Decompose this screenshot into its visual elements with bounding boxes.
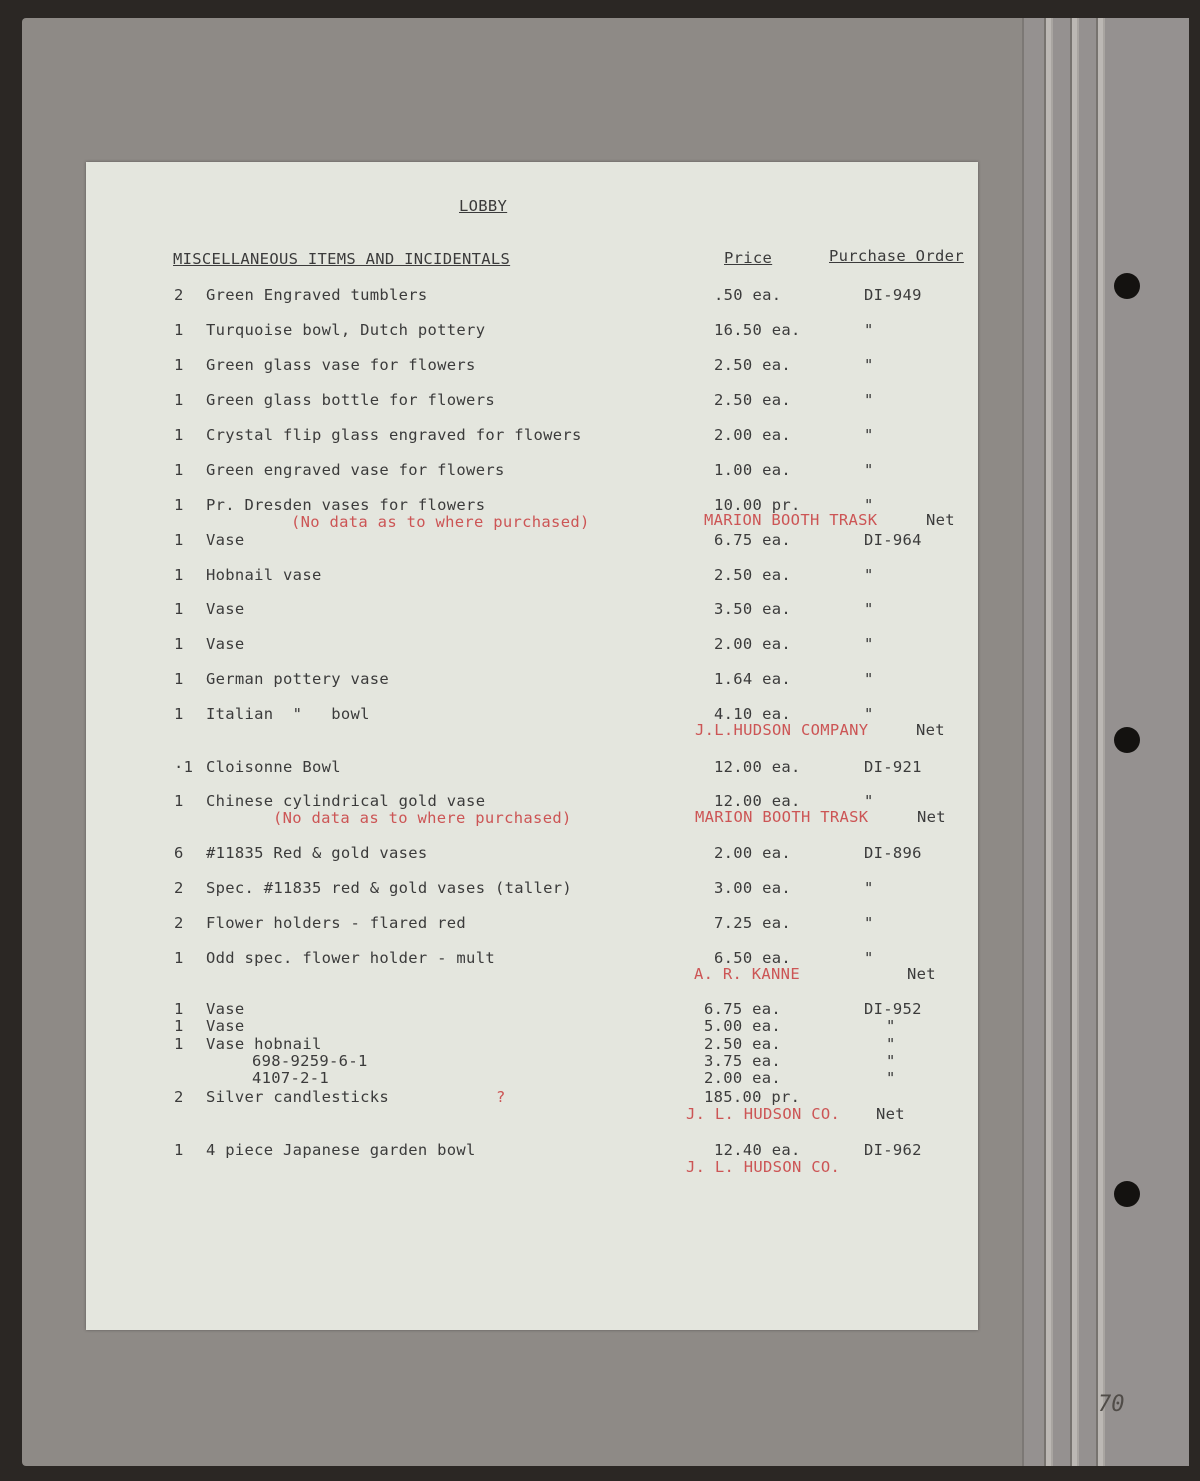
item-description: Turquoise bowl, Dutch pottery	[206, 321, 486, 339]
item-price: 12.00 ea.	[714, 792, 801, 810]
item-description: Cloisonne Bowl	[206, 758, 341, 776]
item-description: 698-9259-6-1	[252, 1052, 368, 1070]
item-price: 12.00 ea.	[714, 758, 801, 776]
item-price: 6.50 ea.	[714, 949, 792, 967]
item-price: 16.50 ea.	[714, 321, 801, 339]
item-quantity: 1	[174, 496, 184, 514]
vendor-label: J.L.HUDSON COMPANY	[695, 721, 869, 739]
item-purchase-order: "	[864, 426, 874, 444]
item-price: 3.00 ea.	[714, 879, 792, 897]
price-column-header: Price	[724, 249, 773, 267]
binding-groove	[1096, 18, 1105, 1466]
binder-hole	[1114, 1181, 1140, 1207]
item-description: Vase	[206, 600, 245, 618]
item-purchase-order: "	[864, 670, 874, 688]
item-price: 6.75 ea.	[714, 531, 792, 549]
item-description: 4107-2-1	[252, 1069, 330, 1087]
item-quantity: 6	[174, 844, 184, 862]
item-description: Green engraved vase for flowers	[206, 461, 505, 479]
item-price: 2.00 ea.	[714, 635, 792, 653]
item-purchase-order: "	[864, 705, 874, 723]
item-purchase-order: "	[886, 1035, 896, 1053]
net-label: Net	[917, 808, 946, 826]
item-quantity: 2	[174, 914, 184, 932]
item-purchase-order: "	[886, 1052, 896, 1070]
item-description: Italian " bowl	[206, 705, 370, 723]
item-price: 1.64 ea.	[714, 670, 792, 688]
item-price: 2.50 ea.	[704, 1035, 782, 1053]
item-purchase-order: "	[864, 391, 874, 409]
item-description: Silver candlesticks	[206, 1088, 390, 1106]
item-description: German pottery vase	[206, 670, 390, 688]
item-quantity: 1	[174, 1035, 184, 1053]
item-description: Crystal flip glass engraved for flowers	[206, 426, 582, 444]
item-description: Vase	[206, 1000, 245, 1018]
item-purchase-order: "	[864, 600, 874, 618]
net-label: Net	[907, 965, 936, 983]
item-price: 3.50 ea.	[714, 600, 792, 618]
item-price: 4.10 ea.	[714, 705, 792, 723]
item-purchase-order: "	[864, 461, 874, 479]
item-quantity: 1	[174, 531, 184, 549]
item-purchase-order: "	[886, 1017, 896, 1035]
item-description: Green glass bottle for flowers	[206, 391, 495, 409]
item-description: Vase	[206, 1017, 245, 1035]
section-heading: MISCELLANEOUS ITEMS AND INCIDENTALS	[173, 250, 511, 268]
item-price: 185.00 pr.	[704, 1088, 801, 1106]
item-quantity: ·1	[174, 758, 194, 776]
vendor-label: J. L. HUDSON CO.	[686, 1158, 841, 1176]
net-label: Net	[916, 721, 945, 739]
purchase-order-column-header: Purchase Order	[829, 247, 964, 265]
item-quantity: 1	[174, 1000, 184, 1018]
binding-groove	[1070, 18, 1079, 1466]
item-description: Vase	[206, 531, 245, 549]
item-description: Green Engraved tumblers	[206, 286, 428, 304]
page-number: 70	[1098, 1392, 1125, 1417]
item-purchase-order: "	[864, 879, 874, 897]
item-price: 12.40 ea.	[714, 1141, 801, 1159]
item-quantity: 1	[174, 321, 184, 339]
item-purchase-order: "	[886, 1069, 896, 1087]
item-purchase-order: DI-896	[864, 844, 922, 862]
item-quantity: 1	[174, 635, 184, 653]
item-purchase-order: DI-921	[864, 758, 922, 776]
item-description: Spec. #11835 red & gold vases (taller)	[206, 879, 573, 897]
item-price: 1.00 ea.	[714, 461, 792, 479]
item-quantity: 1	[174, 426, 184, 444]
item-quantity: 1	[174, 356, 184, 374]
question-mark: ?	[496, 1088, 506, 1106]
item-quantity: 1	[174, 949, 184, 967]
vendor-label: A. R. KANNE	[694, 965, 800, 983]
item-price: 7.25 ea.	[714, 914, 792, 932]
item-price: 10.00 pr.	[714, 496, 801, 514]
vendor-label: MARION BOOTH TRASK	[704, 511, 878, 529]
item-quantity: 1	[174, 1141, 184, 1159]
item-quantity: 1	[174, 670, 184, 688]
vendor-label: J. L. HUDSON CO.	[686, 1105, 841, 1123]
item-quantity: 1	[174, 1017, 184, 1035]
item-price: 2.50 ea.	[714, 391, 792, 409]
item-purchase-order: "	[864, 496, 874, 514]
no-data-note: (No data as to where purchased)	[291, 513, 590, 531]
item-price: 2.00 ea.	[714, 426, 792, 444]
item-description: Flower holders - flared red	[206, 914, 467, 932]
item-purchase-order: DI-962	[864, 1141, 922, 1159]
item-price: 2.50 ea.	[714, 356, 792, 374]
item-price: .50 ea.	[714, 286, 782, 304]
item-purchase-order: "	[864, 321, 874, 339]
item-price: 6.75 ea.	[704, 1000, 782, 1018]
item-purchase-order: "	[864, 949, 874, 967]
item-quantity: 2	[174, 879, 184, 897]
item-description: Green glass vase for flowers	[206, 356, 476, 374]
item-quantity: 1	[174, 391, 184, 409]
binding-groove	[1044, 18, 1053, 1466]
item-purchase-order: DI-949	[864, 286, 922, 304]
item-description: Chinese cylindrical gold vase	[206, 792, 486, 810]
binder-hole	[1114, 273, 1140, 299]
item-quantity: 1	[174, 461, 184, 479]
item-description: Vase	[206, 635, 245, 653]
item-quantity: 2	[174, 1088, 184, 1106]
item-quantity: 2	[174, 286, 184, 304]
no-data-note: (No data as to where purchased)	[273, 809, 572, 827]
item-purchase-order: DI-952	[864, 1000, 922, 1018]
item-price: 2.00 ea.	[714, 844, 792, 862]
item-quantity: 1	[174, 566, 184, 584]
vendor-label: MARION BOOTH TRASK	[695, 808, 869, 826]
item-description: 4 piece Japanese garden bowl	[206, 1141, 476, 1159]
item-description: Vase hobnail	[206, 1035, 322, 1053]
net-label: Net	[876, 1105, 905, 1123]
binder-hole	[1114, 727, 1140, 753]
typed-sheet	[86, 162, 978, 1330]
item-purchase-order: "	[864, 792, 874, 810]
item-purchase-order: "	[864, 356, 874, 374]
item-purchase-order: "	[864, 566, 874, 584]
item-description: Pr. Dresden vases for flowers	[206, 496, 486, 514]
item-purchase-order: "	[864, 635, 874, 653]
item-description: Hobnail vase	[206, 566, 322, 584]
item-price: 2.50 ea.	[714, 566, 792, 584]
page-title: LOBBY	[459, 197, 508, 215]
item-quantity: 1	[174, 705, 184, 723]
item-purchase-order: DI-964	[864, 531, 922, 549]
binding-strip	[1022, 18, 1189, 1466]
item-price: 5.00 ea.	[704, 1017, 782, 1035]
item-purchase-order: "	[864, 914, 874, 932]
item-description: Odd spec. flower holder - mult	[206, 949, 495, 967]
item-quantity: 1	[174, 792, 184, 810]
item-quantity: 1	[174, 600, 184, 618]
item-price: 2.00 ea.	[704, 1069, 782, 1087]
item-price: 3.75 ea.	[704, 1052, 782, 1070]
net-label: Net	[926, 511, 955, 529]
item-description: #11835 Red & gold vases	[206, 844, 428, 862]
